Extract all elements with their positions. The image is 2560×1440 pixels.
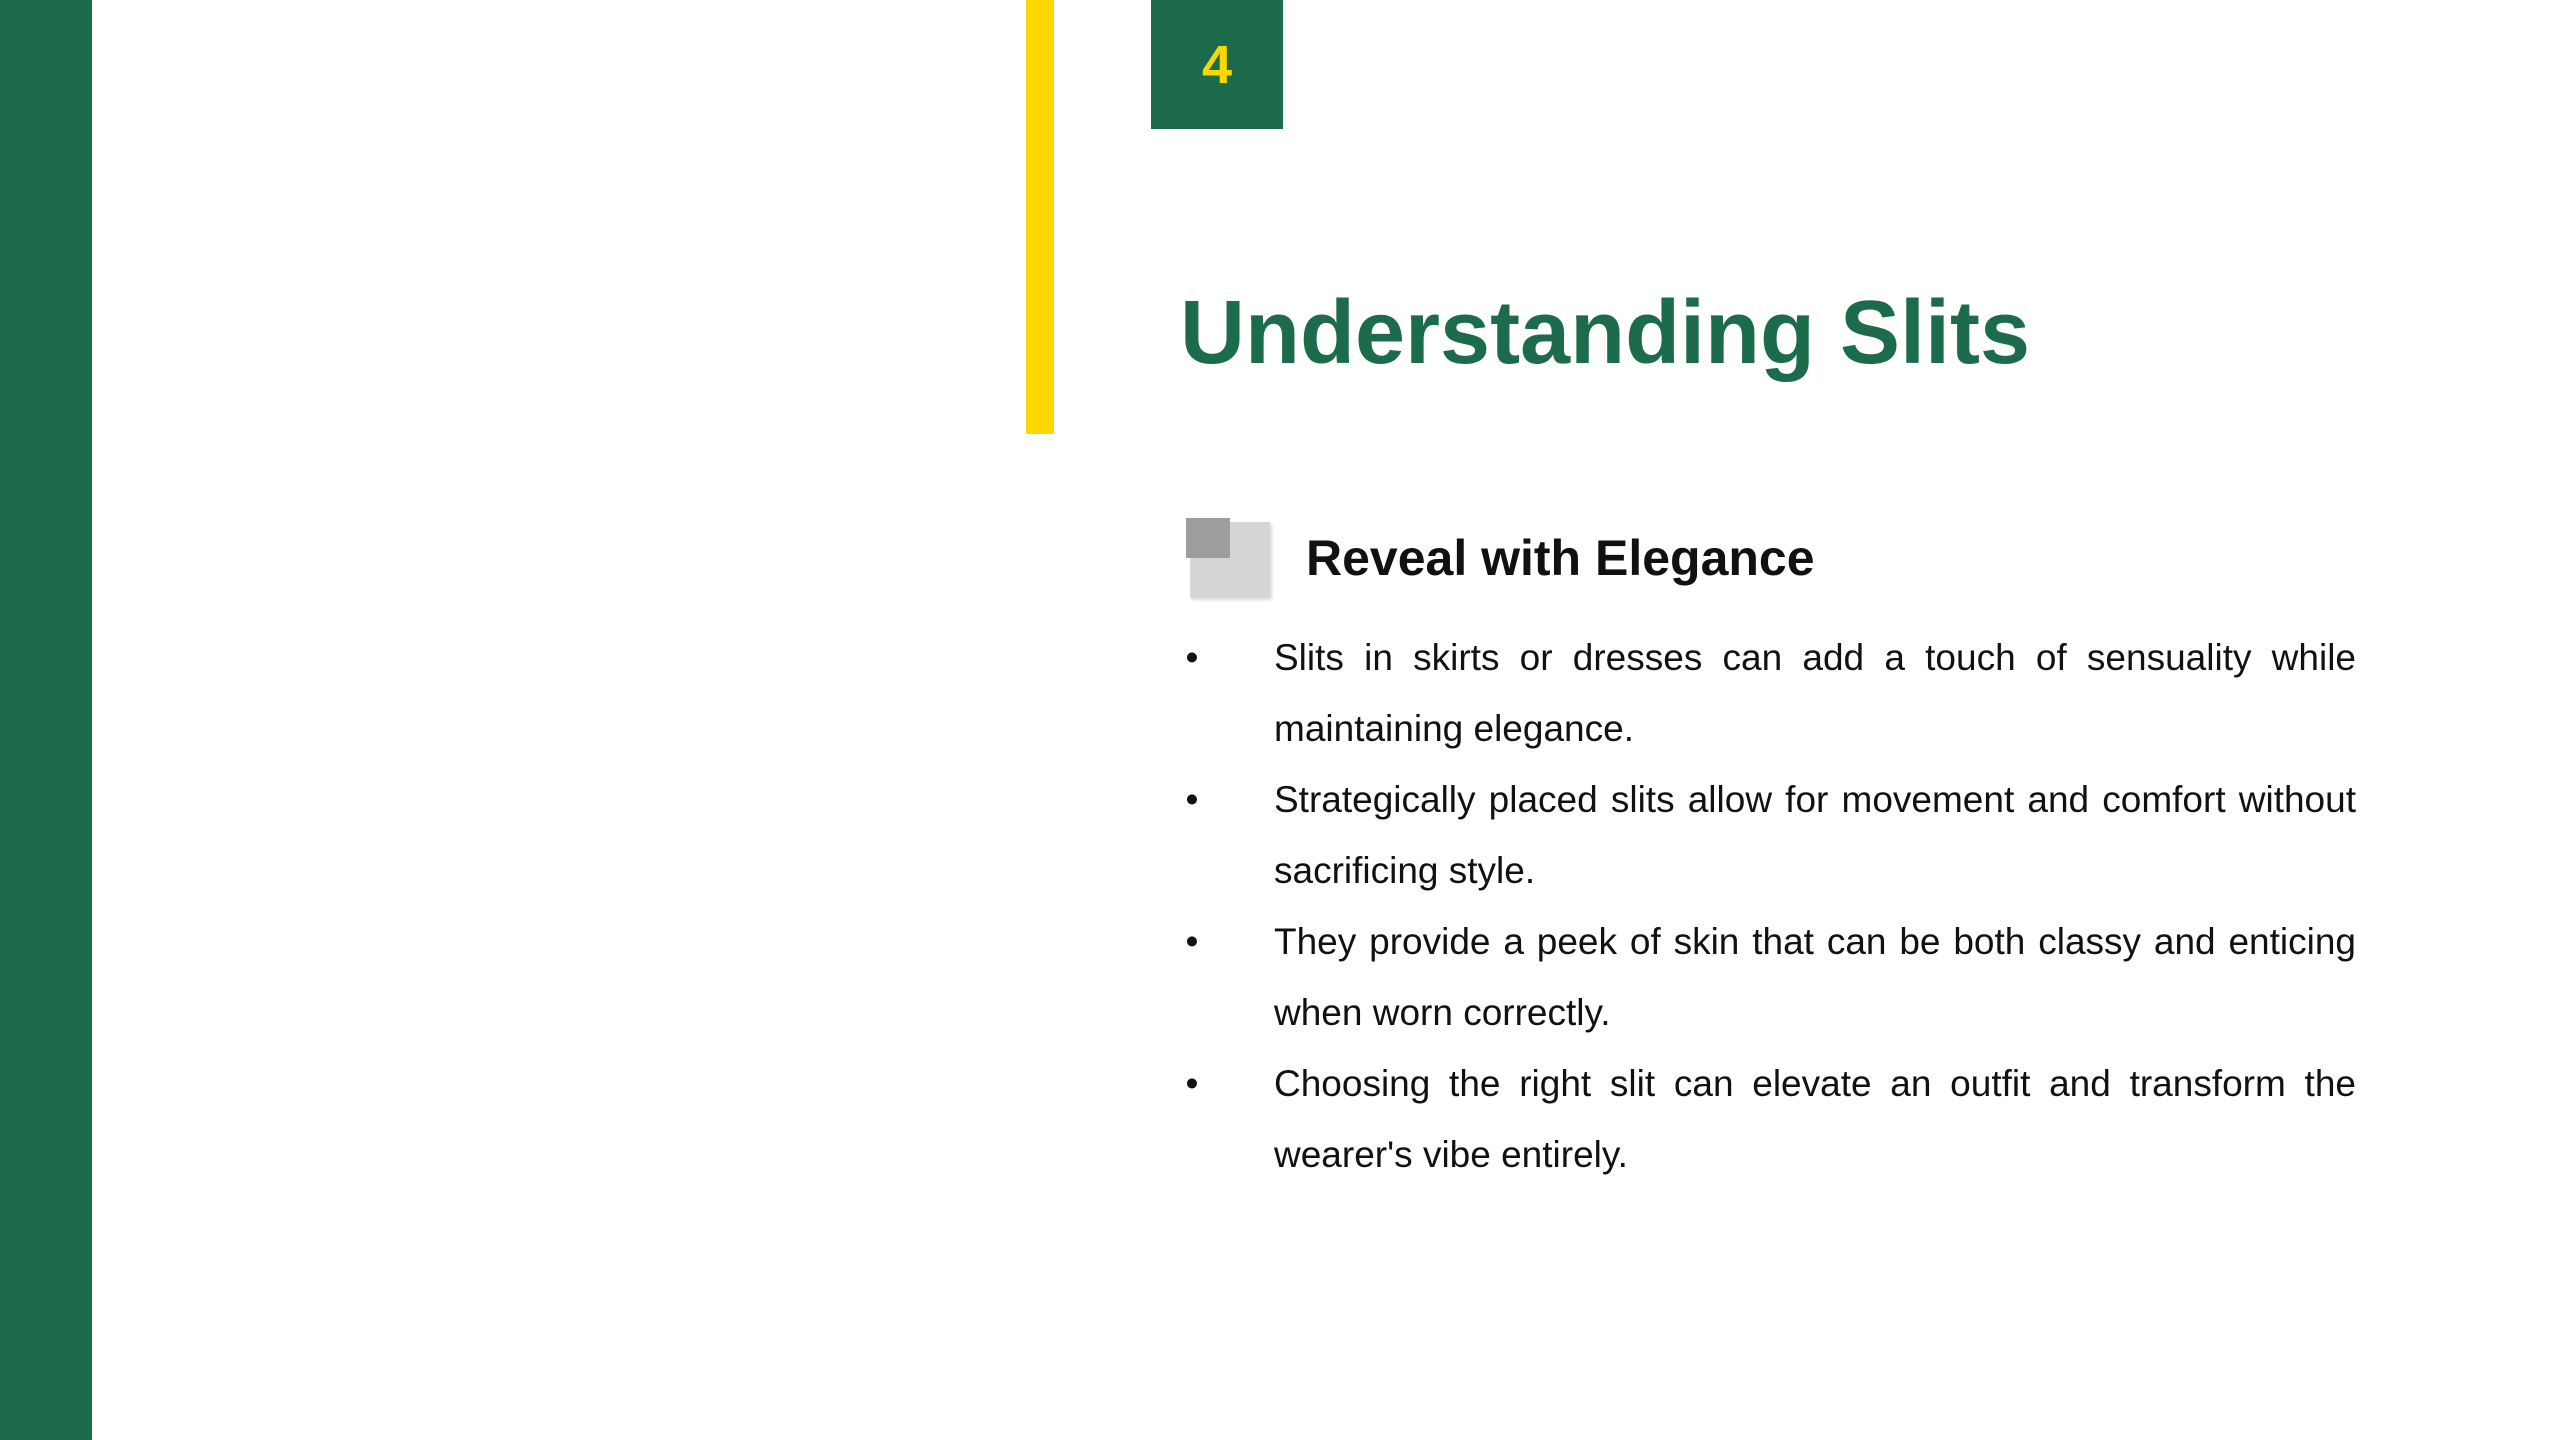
bullet-dot-icon: • [1185, 921, 1199, 962]
slide-number: 4 [1201, 34, 1233, 95]
bullet-text: They provide a peek of skin that can be both classy and enticing when worn correctly. [1274, 921, 2356, 1033]
bullet-item [1180, 622, 2356, 764]
bullet-text: Slits in skirts or dresses can add a touch of sensuality while maintaining elegance. [1274, 637, 2356, 749]
image-placeholder-icon [1186, 518, 1270, 598]
slide-number-badge [1151, 0, 1283, 129]
left-green-band [0, 0, 92, 1440]
subheading-row [1186, 516, 1815, 600]
bullet-dot-icon: • [1185, 637, 1199, 678]
bullet-dot-icon: • [1185, 779, 1199, 820]
bullet-text: Choosing the right slit can elevate an outfit and transform the wearer's vibe entirely. [1274, 1063, 2356, 1175]
bullet-item [1180, 906, 2356, 1048]
bullet-text: Strategically placed slits allow for movement and comfort without sacrificing style. [1274, 779, 2356, 891]
bullet-dot-icon: • [1185, 1063, 1199, 1104]
bullet-item [1180, 1048, 2356, 1190]
bullet-item [1180, 764, 2356, 906]
bullet-list [1180, 622, 2356, 1190]
slide-title: Understanding Slits [1180, 283, 2031, 383]
yellow-accent-bar [1026, 0, 1054, 434]
subheading: Reveal with Elegance [1306, 530, 1815, 586]
